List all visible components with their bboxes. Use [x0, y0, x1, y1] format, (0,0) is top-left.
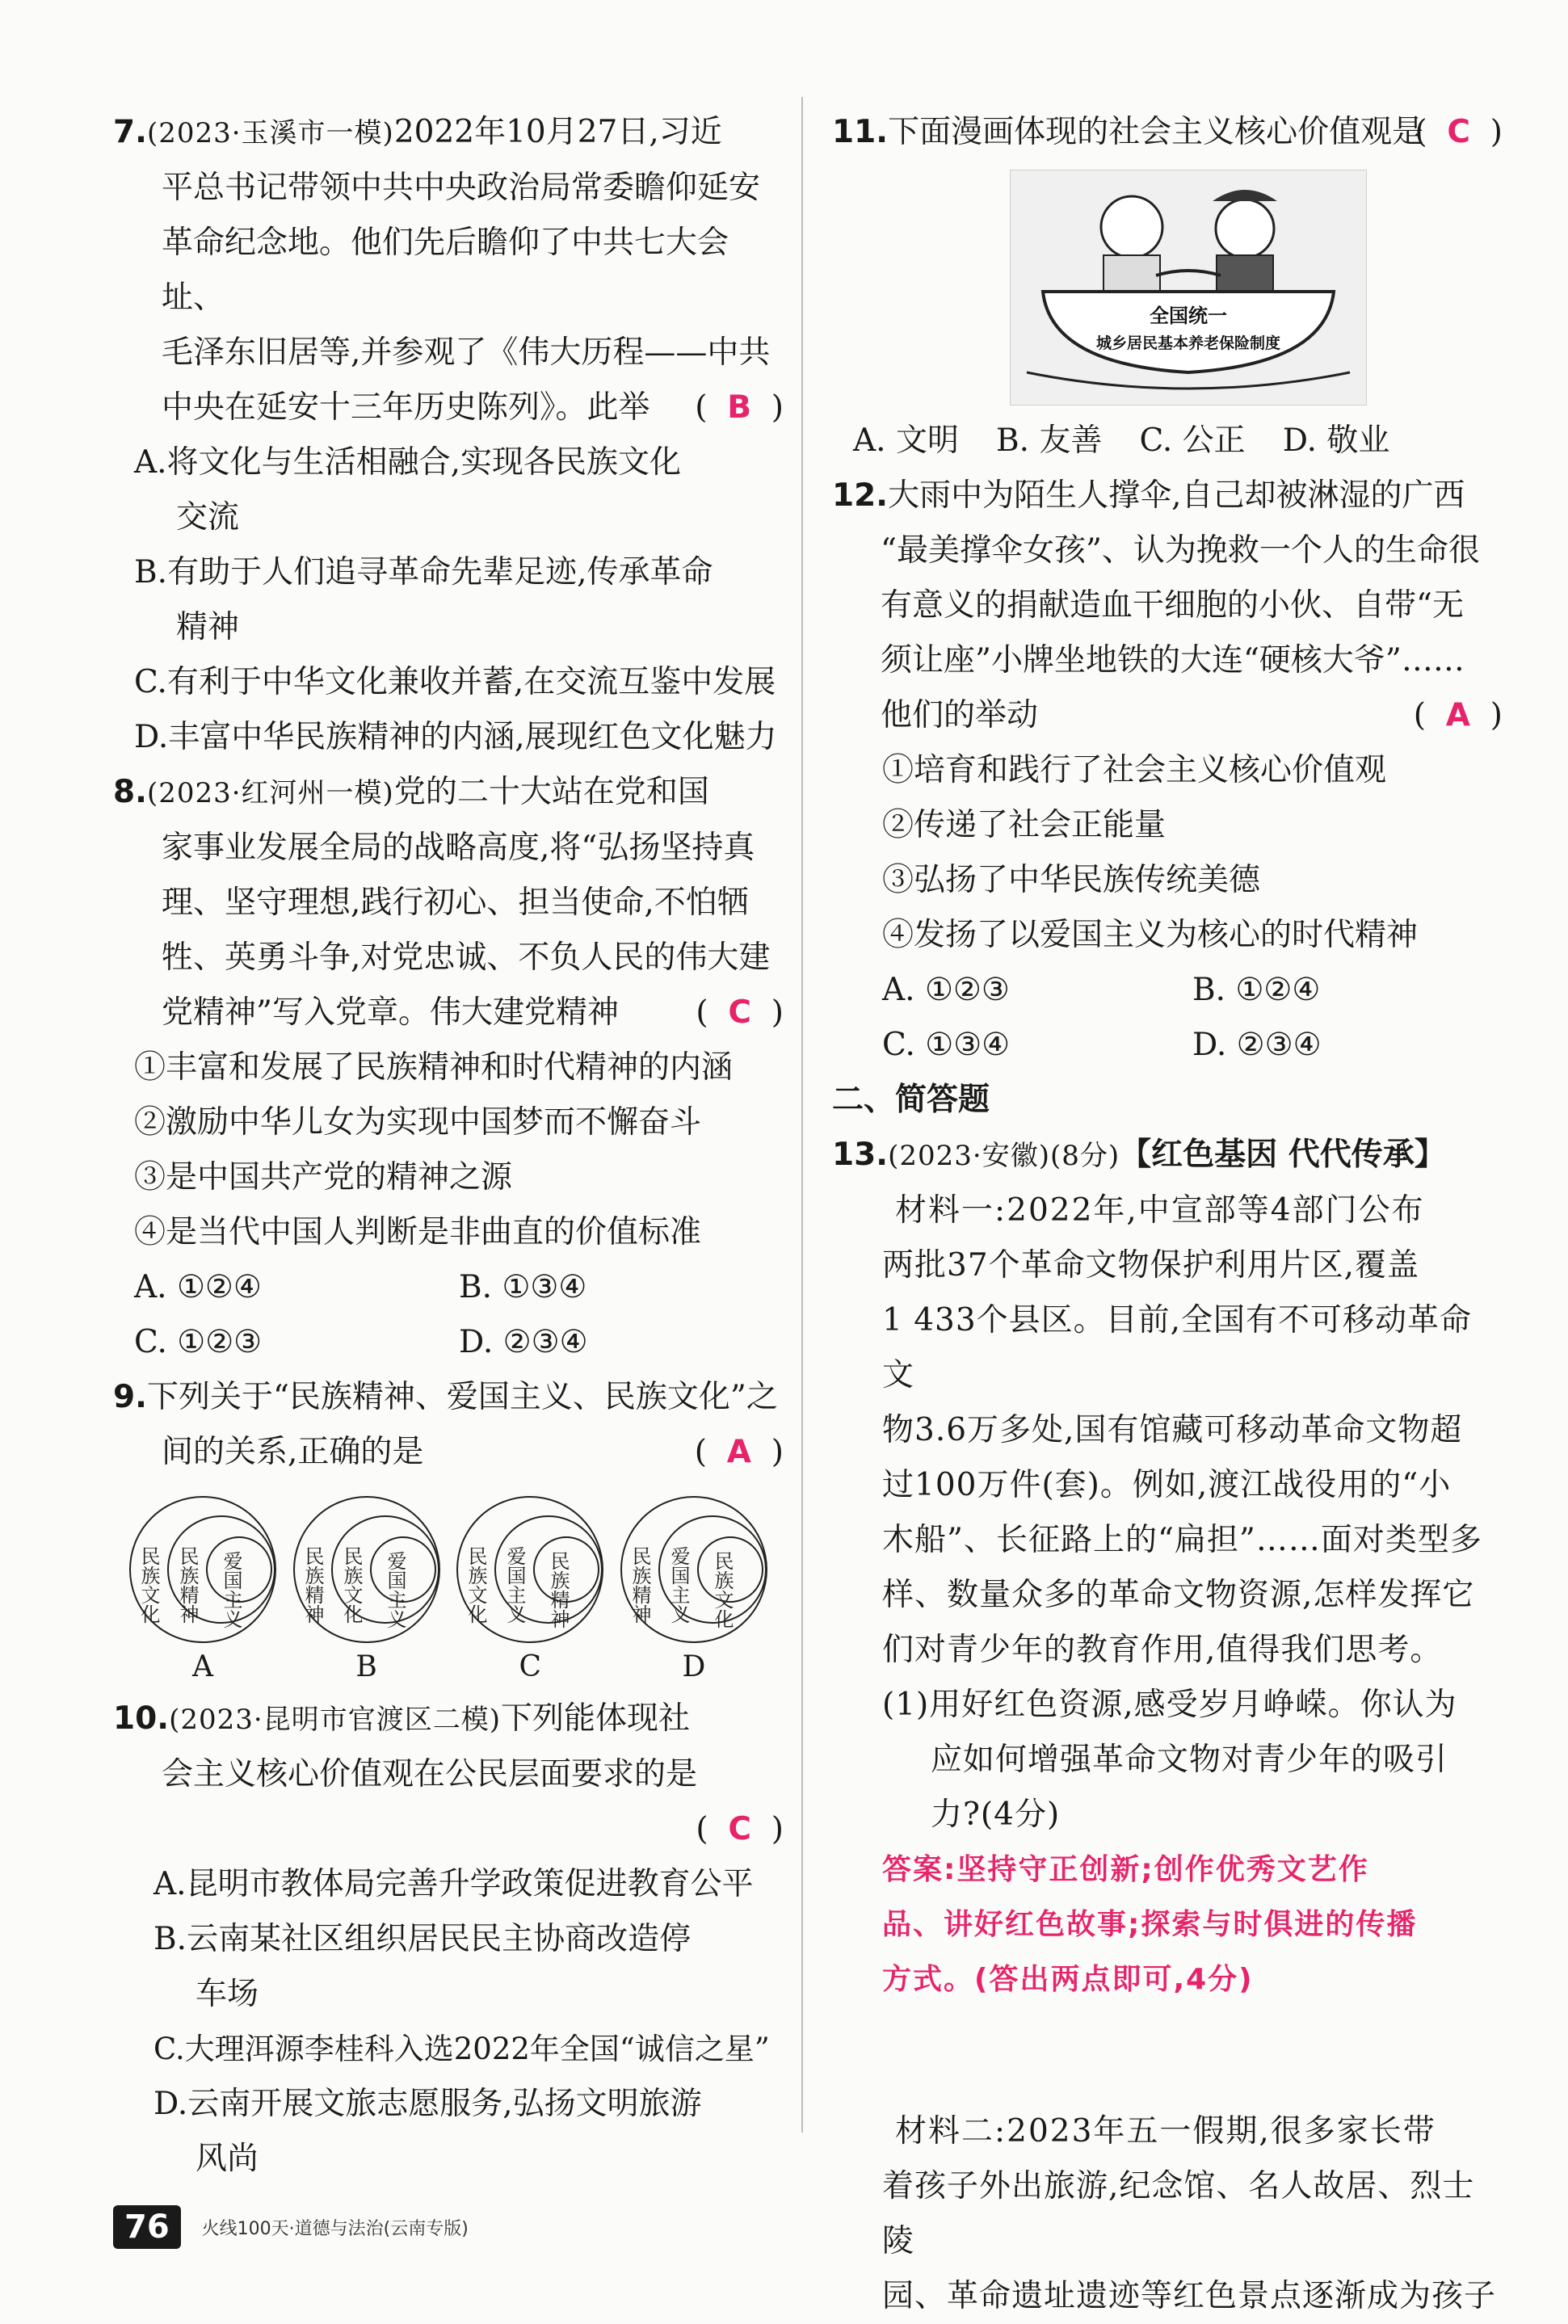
- question-number: 7.: [113, 114, 147, 150]
- option-d-cont: 风尚: [195, 2141, 259, 2177]
- question-number: 10.: [113, 1700, 170, 1737]
- question-text: “最美撑伞女孩”、认为挽救一个人的生命很: [881, 532, 1480, 569]
- sub-question-1: (1)用好红色资源,感受岁月峥嵘。你认为: [882, 1687, 1457, 1723]
- choice-row: [113, 1315, 784, 1370]
- question-source: (2023·玉溪市一模): [146, 117, 394, 149]
- question-7: 7.(2023·玉溪市一模)2022年10月27日,习近 平总书记带领中共中央政治局常委瞻仰延安 革命纪念地。他们先后瞻仰了中共七大会址、 毛泽东旧居等,并参观了《伟大历程——中共 中央在延安十三年历史陈列》。此举 ( B ) A.将文化与生活相融合,实现各民族文化 交流 B.有助于人们追寻革命先辈足迹,传承革命 精神 C.有利于中华文化兼收并蓄,在交流互鉴中发展 D.丰富中华民族精神的内涵,展现红色文化魅力: [113, 105, 784, 765]
- material-one: 两批37个革命文物保护利用片区,覆盖: [882, 1247, 1420, 1284]
- question-text: 他们的举动: [881, 697, 1039, 733]
- outer-label: 民族精神: [628, 1546, 651, 1624]
- statement: ②传递了社会正能量: [882, 807, 1167, 843]
- option-b: B.有助于人们追寻革命先辈足迹,传承革命: [134, 554, 713, 590]
- option-b-cont: 车场: [195, 1976, 259, 2012]
- cartoon-caption-2: 城乡居民基本养老保险制度: [1095, 334, 1281, 352]
- question-text: 牲、英勇斗争,对党忠诚、不负人民的伟大建: [162, 939, 771, 976]
- question-text: 下面漫画体现的社会主义核心价值观是: [888, 114, 1424, 150]
- venn-diagram: [617, 1493, 771, 1646]
- middle-label: 爱国主义: [666, 1546, 690, 1624]
- statement: ②激励中华儿女为实现中国梦而不懈奋斗: [134, 1104, 702, 1141]
- middle-label: 民族文化: [339, 1546, 363, 1624]
- answer-letter: A: [726, 1434, 751, 1470]
- statement: ④发扬了以爱国主义为核心的时代精神: [882, 917, 1419, 953]
- option-a: A.昆明市教体局完善升学政策促进教育公平: [153, 1866, 754, 1902]
- option-b-cont: 精神: [176, 609, 240, 645]
- option-b: B.云南某社区组织居民民主协商改造停: [153, 1921, 692, 1957]
- statement: ④是当代中国人判断是非曲直的价值标准: [134, 1214, 702, 1250]
- answer-letter: C: [728, 1811, 751, 1847]
- middle-label: 爱国主义: [503, 1546, 527, 1624]
- outer-label: 民族精神: [301, 1546, 324, 1624]
- question-text: 党精神”写入党章。伟大建党精神: [162, 994, 619, 1031]
- question-number: 11.: [832, 114, 889, 150]
- choice-c: C. ①②③: [134, 1324, 263, 1360]
- question-number: 12.: [832, 477, 889, 514]
- question-8: 8.(2023·红河州一模)党的二十大站在党和国 家事业发展全局的战略高度,将“弘扬坚持真 理、坚守理想,践行初心、担当使命,不怕牺 牲、英勇斗争,对党忠诚、不负人民的伟大建 党精神”写入党章。伟大建党精神 ( C ) ①丰富和发展了民族精神和时代精神的内涵 ②激励中华儿女为实现中国梦而不懈奋斗 ③是中国共产党的精神之源 ④是当代中国人判断是非曲直的价值标准 A. ①②④ B. ①③④ C. ①②③ D. ②③④: [113, 765, 784, 1370]
- page-number: 76: [113, 2205, 181, 2249]
- question-13: [832, 1128, 1503, 2324]
- inner-label: 民族精神: [547, 1551, 570, 1628]
- material-two: 材料二:2023年五一假期,很多家长带: [895, 2113, 1436, 2150]
- question-number: 8.: [113, 774, 147, 810]
- choice-a: A. ①②④: [134, 1269, 262, 1305]
- question-text: 须让座”小牌坐地铁的大连“硬核大爷”……: [881, 642, 1465, 679]
- choice-d: D. ②③④: [1192, 1027, 1322, 1063]
- question-source: (2023·昆明市官渡区二模): [169, 1704, 501, 1736]
- venn-option-d: [617, 1493, 771, 1685]
- answer-bracket: ( C ): [696, 1811, 784, 1847]
- cartoon-image: [1010, 170, 1367, 406]
- question-11: [832, 105, 1503, 469]
- answer-bracket: ( A ): [694, 1434, 784, 1470]
- choice-c: C. ①③④: [882, 1027, 1011, 1063]
- answer-letter: C: [728, 994, 751, 1031]
- choice-row: [113, 1260, 784, 1315]
- option-c: C.有利于中华文化兼收并蓄,在交流互鉴中发展: [134, 664, 776, 700]
- question-text: 中央在延安十三年历史陈列》。此举: [162, 389, 650, 426]
- choice-row: [832, 963, 1503, 1018]
- question-10: 10.(2023·昆明市官渡区二模)下列能体现社 会主义核心价值观在公民层面要求的是 ( C ) A.昆明市教体局完善升学政策促进教育公平 B.云南某社区组织居民民主协商改造停 车场 C.大理洱源李桂科入选2022年全国“诚信之星” D.云南开展文旅志愿服务,弘扬文明旅游 风尚: [113, 1692, 784, 2187]
- question-text: 家事业发展全局的战略高度,将“弘扬坚持真: [162, 830, 755, 866]
- venn-diagrams: [113, 1493, 784, 1685]
- outer-label: 民族文化: [465, 1546, 488, 1624]
- answer-text: 品、讲好红色故事;探索与时俱进的传播: [882, 1908, 1418, 1941]
- sub-question-1: 应如何增强革命文物对青少年的吸引: [931, 1742, 1448, 1778]
- question-text: 平总书记带领中共中央政治局常委瞻仰延安: [162, 170, 761, 206]
- choice-b: B. 友善: [995, 422, 1103, 459]
- material-one: 木船”、长征路上的“扁担”……面对类型多: [882, 1522, 1482, 1558]
- answer-bracket: ( A ): [1413, 697, 1503, 733]
- question-source: (2023·红河州一模): [146, 777, 394, 809]
- question-text: 会主义核心价值观在公民层面要求的是: [162, 1756, 698, 1792]
- venn-label: C: [519, 1650, 542, 1683]
- answer-bracket: ( C ): [696, 994, 784, 1031]
- column-divider: [801, 97, 803, 2133]
- answer-text: 方式。(答出两点即可,4分): [882, 1963, 1254, 1996]
- question-number: 13.: [832, 1137, 889, 1173]
- question-text: 间的关系,正确的是: [162, 1434, 424, 1470]
- question-text: 革命纪念地。他们先后瞻仰了中共七大会址、: [162, 225, 729, 316]
- question-number: 9.: [113, 1379, 147, 1415]
- venn-diagram: [453, 1493, 607, 1646]
- option-c: C.大理洱源李桂科入选2022年全国“诚信之星”: [153, 2032, 770, 2066]
- page-footer: [113, 2205, 469, 2249]
- answer-bracket: ( C ): [1415, 114, 1503, 150]
- venn-diagram: [290, 1493, 443, 1646]
- inner-label: 爱国主义: [383, 1551, 406, 1628]
- book-title: 火线100天·道德与法治(云南专版): [201, 2218, 469, 2239]
- left-column: [113, 105, 784, 2187]
- choice-d: D. ②③④: [459, 1324, 588, 1360]
- sub-question-1: 力?(4分): [931, 1797, 1061, 1833]
- material-one: 过100万件(套)。例如,渡江战役用的“小: [882, 1467, 1452, 1503]
- section-heading: 二、简答题: [832, 1082, 990, 1118]
- answer-letter: A: [1445, 697, 1470, 733]
- option-d: D.云南开展文旅志愿服务,弘扬文明旅游: [153, 2086, 702, 2122]
- choice-b: B. ①③④: [459, 1269, 587, 1305]
- option-d: D.丰富中华民族精神的内涵,展现红色文化魅力: [134, 719, 777, 755]
- question-9: 9.下列关于“民族精神、爱国主义、民族文化”之 间的关系,正确的是 ( A ) 民族文化 民族精神 爱国主义 A 民族精神 民族文化 爱国主义 B 民族文化 爱国主义 民族精神 C 民族精神 爱国主义 民族文化 D: [113, 1379, 784, 1683]
- cartoon-caption-1: 全国统一: [1150, 305, 1227, 327]
- statement: ①培育和践行了社会主义核心价值观: [882, 752, 1387, 788]
- question-text: 理、坚守理想,践行初心、担当使命,不怕牺: [162, 885, 749, 921]
- right-column: [832, 105, 1503, 2324]
- material-two: 着孩子外出旅游,纪念馆、名人故居、烈士陵: [882, 2168, 1475, 2259]
- choice-d: D. 敬业: [1282, 422, 1390, 459]
- answer-bracket: ( B ): [695, 389, 784, 426]
- choice-a: A. 文明: [853, 422, 959, 459]
- answer-space: [832, 2007, 1503, 2104]
- material-one: 样、数量众多的革命文物资源,怎样发挥它: [882, 1577, 1475, 1613]
- statement: ③弘扬了中华民族传统美德: [882, 862, 1261, 898]
- question-text: 毛泽东旧居等,并参观了《伟大历程——中共: [162, 334, 771, 371]
- venn-label: D: [682, 1650, 706, 1683]
- choice-row: [832, 1018, 1503, 1073]
- outer-label: 民族文化: [137, 1546, 160, 1624]
- material-one: 1 433个县区。目前,全国有不可移动革命文: [882, 1302, 1473, 1393]
- material-one: 物3.6万多处,国有馆藏可移动革命文物超: [882, 1412, 1463, 1448]
- answer-letter: C: [1447, 114, 1470, 150]
- question-source: (2023·安徽)(8分): [888, 1140, 1120, 1172]
- question-12: 12.大雨中为陌生人撑伞,自己却被淋湿的广西 “最美撑伞女孩”、认为挽救一个人的生命很 有意义的捐献造血干细胞的小伙、自带“无 须让座”小牌坐地铁的大连“硬核大爷”…… 他们的举动 ( A ) ①培育和践行了社会主义核心价值观 ②传递了社会正能量 ③弘扬了中华民族传统美德 ④发扬了以爱国主义为核心的时代精神 A. ①②③ B. ①②④ C. ①③④ D. ②③④: [832, 469, 1503, 1073]
- cartoon-illustration: [1011, 170, 1366, 405]
- material-two: 园、革命遗址遗迹等红色景点逐渐成为孩子: [882, 2278, 1497, 2314]
- choice-a: A. ①②③: [882, 972, 1010, 1008]
- venn-option-b: [290, 1493, 443, 1685]
- venn-label: A: [192, 1650, 213, 1683]
- venn-option-a: [126, 1493, 280, 1685]
- inner-label: 爱国主义: [220, 1551, 242, 1628]
- venn-label: B: [355, 1650, 377, 1683]
- question-text: 有意义的捐献造血干细胞的小伙、自带“无: [881, 587, 1464, 624]
- answer-text: 答案:坚持守正创新;创作优秀文艺作: [882, 1853, 1369, 1886]
- choice-row: [832, 414, 1503, 469]
- inner-label: 民族文化: [710, 1551, 734, 1628]
- option-a-cont: 交流: [176, 499, 240, 536]
- material-one: 们对青少年的教育作用,值得我们思考。: [882, 1632, 1443, 1668]
- statement: ③是中国共产党的精神之源: [134, 1159, 513, 1196]
- topic-tag: 【红色基因 代代传承】: [1120, 1137, 1446, 1173]
- statement: ①丰富和发展了民族精神和时代精神的内涵: [134, 1049, 734, 1086]
- middle-label: 民族精神: [176, 1546, 199, 1624]
- answer-letter: B: [727, 389, 751, 426]
- option-a: A.将文化与生活相融合,实现各民族文化: [134, 444, 681, 481]
- choice-b: B. ①②④: [1192, 972, 1321, 1008]
- venn-diagram: [126, 1493, 280, 1646]
- material-one: 材料一:2022年,中宣部等4部门公布: [895, 1192, 1425, 1229]
- venn-option-c: [453, 1493, 607, 1685]
- choice-c: C. 公正: [1139, 422, 1246, 459]
